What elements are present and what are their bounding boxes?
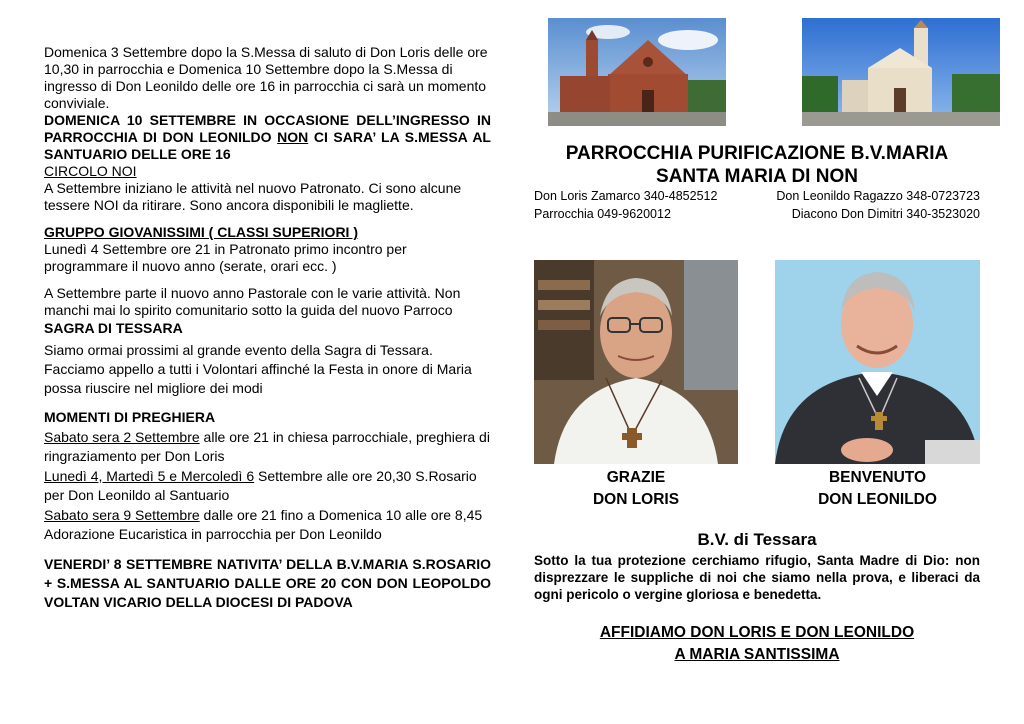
gruppo-section xyxy=(44,224,491,275)
momento-1-date: Sabato sera 2 Settembre xyxy=(44,428,200,445)
sagra-section xyxy=(44,319,491,398)
momenti-section xyxy=(44,408,491,545)
sagra-text: Siamo ormai prossimi al grande evento della Sagra di Tessara. Facciamo appello a tutti i Volontari affinché la Festa in onore di Maria possa riuscire nel migliore dei modi xyxy=(44,342,472,396)
affidiamo-line1: AFFIDIAMO DON LORIS E DON LEONILDO xyxy=(599,624,915,641)
portrait-don-leonildo xyxy=(775,260,980,464)
gruppo-heading: GRUPPO GIOVANISSIMI ( CLASSI SUPERIORI ) xyxy=(44,224,358,240)
contact-parrocchia: Parrocchia 049-9620012 xyxy=(534,207,671,221)
notice-text-non: NON xyxy=(277,129,309,145)
contacts-row-2 xyxy=(534,205,980,223)
pastorale-text: A Settembre parte il nuovo anno Pastorale con le varie attività. Non manchi mai lo spirito comunitario sotto la guida del nuovo Parroco xyxy=(44,285,461,318)
gruppo-text: Lunedì 4 Settembre ore 21 in Patronato primo incontro per programmare il nuovo anno (serate, orari ecc. ) xyxy=(44,241,407,274)
caption-grazie-line2: DON LORIS xyxy=(592,491,680,508)
contacts xyxy=(534,187,980,223)
momento-2-text: Settembre alle ore 20,30 S.Rosario per Don Leonildo al Santuario xyxy=(44,467,477,503)
prayer-text: Sotto la tua protezione cerchiamo rifugio, Santa Madre di Dio: non disprezzare le suppliche di noi che siamo nella prova, e liberaci da ogni pericolo o vergine gloriosa e benedetta. xyxy=(534,553,980,602)
circolo-section xyxy=(44,163,491,214)
momento-3 xyxy=(44,506,491,545)
bv-tessara-title: B.V. di Tessara xyxy=(697,530,817,549)
affidiamo-text xyxy=(534,622,980,666)
parish-title xyxy=(534,142,980,188)
notice-text-a: DOMENICA 10 SETTEMBRE IN OCCASIONE DELL’INGRESSO IN PARROCCHIA DI DON LEONILDO xyxy=(44,112,491,145)
caption-benvenuto-line2: DON LEONILDO xyxy=(818,491,937,508)
left-column xyxy=(44,44,491,612)
caption-grazie xyxy=(534,467,738,511)
venerdi-notice: VENERDI’ 8 SETTEMBRE NATIVITA’ DELLA B.V.MARIA S.ROSARIO + S.MESSA AL SANTUARIO DALLE ORE 20 CON DON LEOPOLDO VOLTAN VICARIO DELLA DIOCESI DI PADOVA xyxy=(44,555,491,610)
affidiamo-line2: A MARIA SANTISSIMA xyxy=(674,646,840,663)
parish-title-line1: PARROCCHIA PURIFICAZIONE B.V.MARIA xyxy=(565,143,949,164)
announcement-conviviale: Domenica 3 Settembre dopo la S.Messa di saluto di Don Loris delle ore 10,30 in parrocchia e Domenica 10 Settembre dopo la S.Messa di ingresso di Don Leonildo delle ore 16 in parrocchia ci sarà un momento conviviale. xyxy=(44,44,488,111)
church-photo-santuario xyxy=(802,18,1000,126)
contact-diacono: Diacono Don Dimitri 340-3523020 xyxy=(791,207,980,221)
parish-title-line2: SANTA MARIA DI NON xyxy=(656,166,858,187)
church-photo-parrocchia xyxy=(548,18,726,126)
circolo-text: A Settembre iniziano le attività nel nuovo Patronato. Ci sono alcune tessere NOI da ritirare. Sono ancora disponibili le magliette. xyxy=(44,180,462,213)
momento-1 xyxy=(44,428,491,467)
momento-2 xyxy=(44,467,491,506)
caption-benvenuto xyxy=(775,467,980,511)
momento-1-text: alle ore 21 in chiesa parrocchiale, preghiera di ringraziamento per Don Loris xyxy=(44,428,490,464)
caption-grazie-line1: GRAZIE xyxy=(606,469,666,486)
circolo-heading: CIRCOLO NOI xyxy=(44,163,137,179)
momenti-heading: MOMENTI DI PREGHIERA xyxy=(44,409,216,425)
contact-don-loris: Don Loris Zamarco 340-4852512 xyxy=(534,189,718,203)
sagra-heading: SAGRA DI TESSARA xyxy=(44,320,183,336)
momento-3-text: dalle ore 21 fino a Domenica 10 alle ore 8,45 Adorazione Eucaristica in parrocchia per Don Leonildo xyxy=(44,506,483,542)
momento-3-date: Sabato sera 9 Settembre xyxy=(44,506,200,523)
contacts-row-1 xyxy=(534,187,980,205)
momento-2-date: Lunedì 4, Martedì 5 e Mercoledì 6 xyxy=(44,467,255,484)
notice-text-b: CI SARA’ LA S.MESSA AL SANTUARIO DELLE ORE 16 xyxy=(44,129,491,162)
portrait-don-loris xyxy=(534,260,738,464)
notice-no-mass xyxy=(44,112,491,163)
caption-benvenuto-line1: BENVENUTO xyxy=(828,469,927,486)
contact-don-leonildo: Don Leonildo Ragazzo 348-0723723 xyxy=(776,189,980,203)
